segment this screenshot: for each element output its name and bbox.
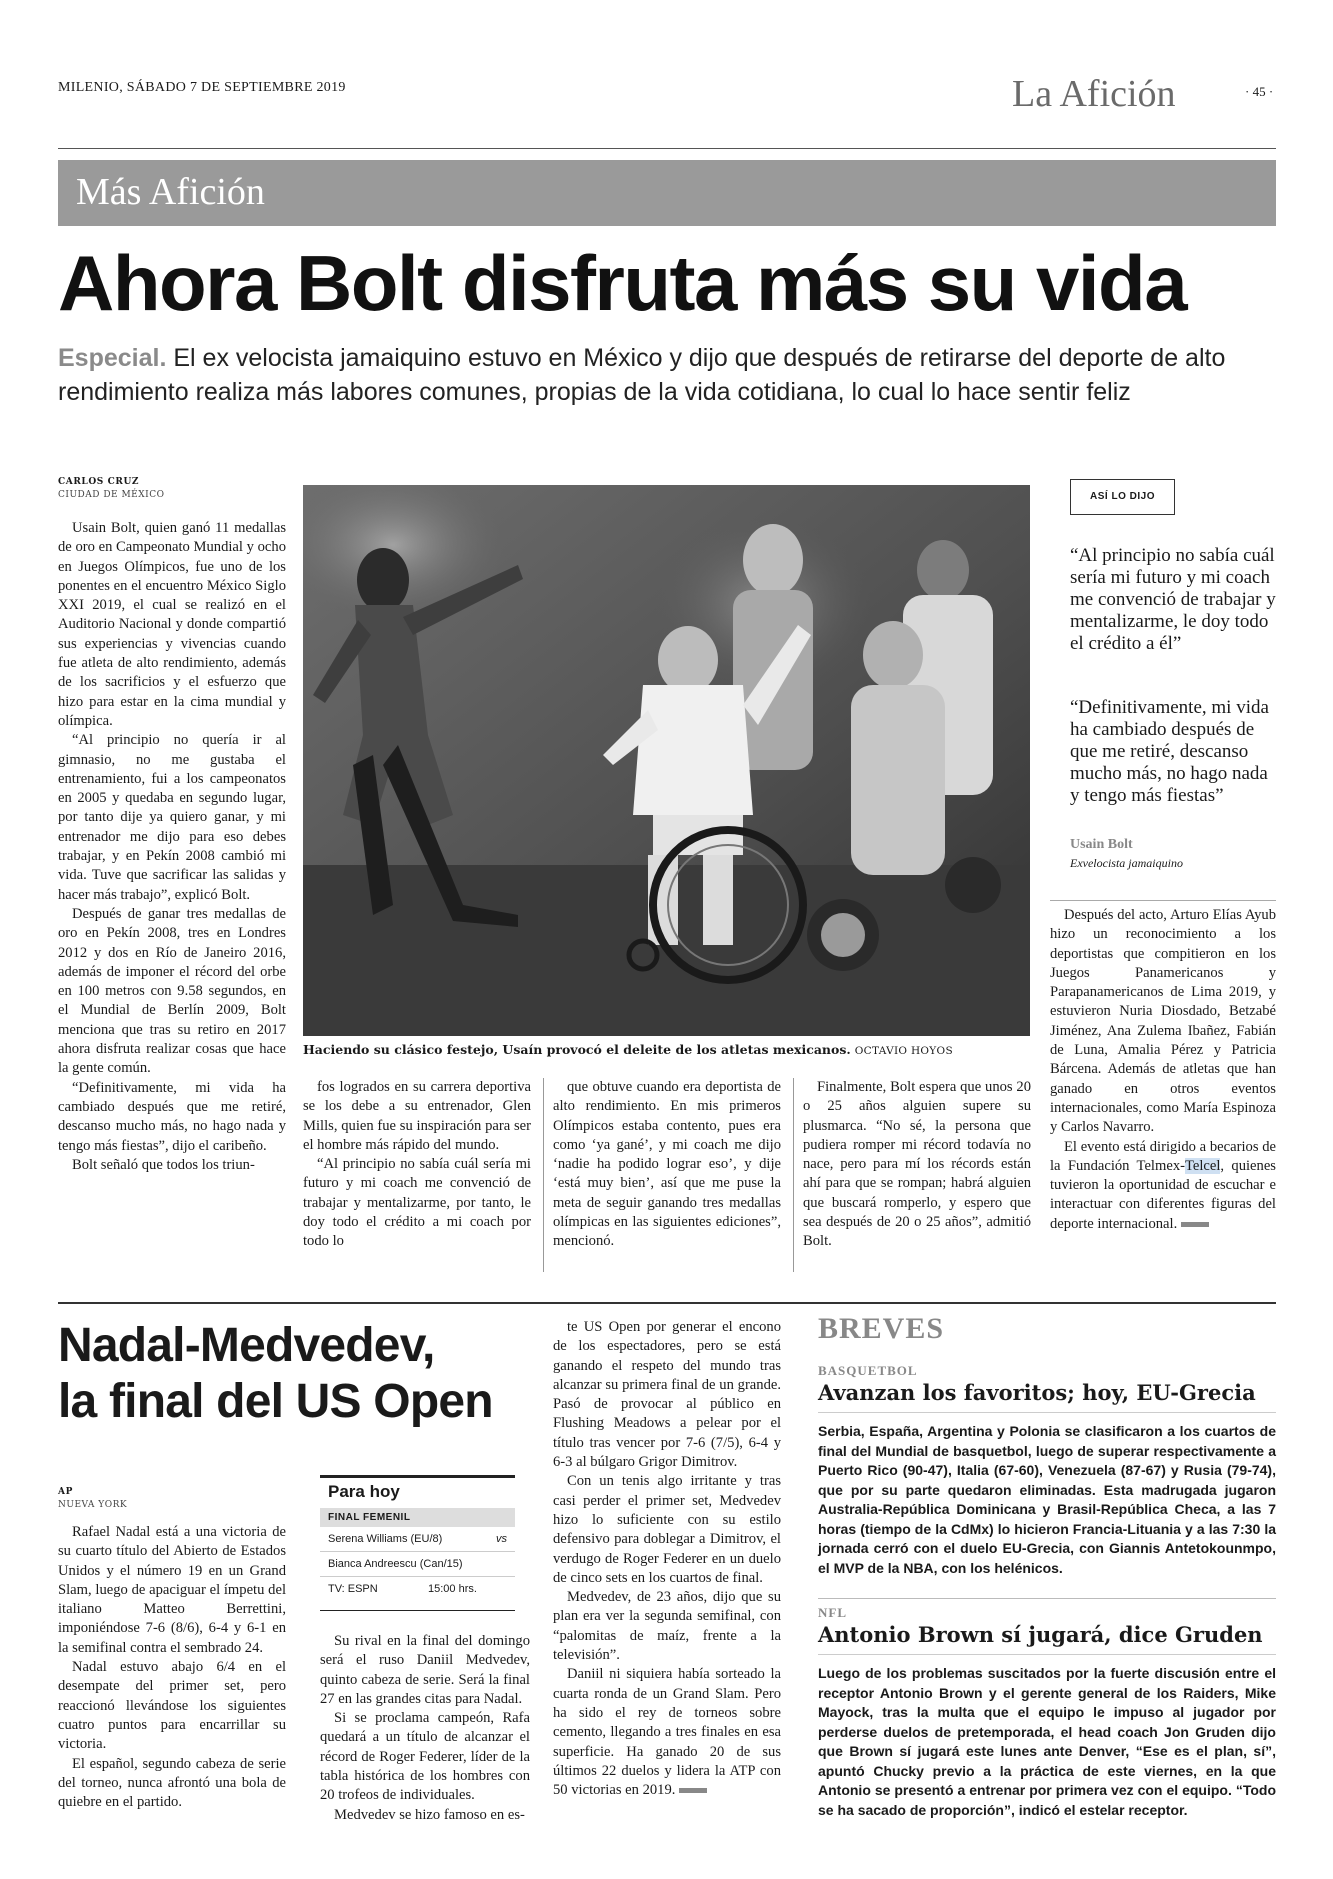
paragraph <box>553 1665 781 1800</box>
highlighted-text[interactable]: Telcel <box>1184 1157 1221 1174</box>
headline-line: la final del US Open <box>58 1375 493 1428</box>
paragraph: El español, segundo cabeza de serie del torneo, nunca afrontó una bola de quiebre en el partido. <box>58 1755 286 1811</box>
section-band: Más Afición <box>58 160 1276 226</box>
pull-quote-1: “Al principio no sabía cuál sería mi futuro y mi coach me convenció de trabajar y mentalizarme, le doy todo el crédito a él” <box>1070 545 1276 654</box>
caption-text: Haciendo su clásico festejo, Usaín provocó el deleite de los atletas mexicanos. <box>303 1042 851 1057</box>
deck <box>58 341 1276 409</box>
column-divider <box>543 1078 544 1272</box>
paragraph: Usain Bolt, quien ganó 11 medallas de oro en Campeonato Mundial y ocho en Juegos Olímpicos, fue uno de los ponentes en el encuentro México Siglo XXI 2019, el cual se realizó en el Auditorio Nacional y donde compartió sus experiencias y vivencias cuando fue atleta de alto rendimiento, además de los sacrificios y el esfuerzo que hizo para estar en la cima mundial y olímpica. <box>58 520 286 729</box>
paragraph: Después del acto, Arturo Elías Ayub hizo un reconocimiento a los deportistas que compitieron en los Juegos Panamericanos y Parapanamericanos de Lima 2019, y estuvieron Nuria Diosdado, Betzabé Jiménez, Ana Zulema Ibañez, Fabián de Luna, Amalia Pérez y Patricia Bárcena. Además de atletas que han ganado en otros eventos internacionales, como María Espinoza y Carlos Navarro. <box>1050 907 1276 1136</box>
schedule-title: Para hoy <box>328 1482 400 1501</box>
paragraph: Nadal estuvo abajo 6/4 en el desempate del primer set, pero reaccionó llevándose los siguientes cuatro puntos para encarrillar su victoria. <box>58 1659 286 1753</box>
match-row <box>320 1527 515 1552</box>
paragraph: que obtuve cuando era deportista de alto rendimiento. En mis primeros Olímpicos estaba contento, pues era como ‘ya gané’, y mi coach me dijo ‘nadie ha podido lograr eso’, y dije ‘está muy bien’, así que me puse la meta de seguir ganando tres medallas olímpicas en las siguientes ediciones”, mencionó. <box>553 1079 781 1250</box>
broadcast-row <box>320 1577 515 1601</box>
paragraph: Medvedev, de 23 años, dijo que su plan era ver la segunda semifinal, con “palomitas de maíz, frente a la televisión”. <box>553 1589 781 1664</box>
breve-rule <box>818 1598 1276 1599</box>
versus: vs <box>496 1533 507 1545</box>
end-mark <box>1181 1222 1209 1227</box>
lead-column-3 <box>553 1078 781 1252</box>
deck-tag: Especial. <box>58 344 167 372</box>
paragraph: Bolt señaló que todos los triun- <box>72 1156 255 1173</box>
breve-headline-1: Avanzan los favoritos; hoy, EU-Grecia <box>818 1380 1256 1405</box>
column-divider <box>793 1078 794 1272</box>
paragraph: fos logrados en su carrera deportiva se los debe a su entrenador, Glen Mills, quien fue su inspiración para ser el hombre más rápido del mundo. <box>303 1079 531 1153</box>
tennis-headline <box>58 1318 528 1430</box>
byline-place: NUEVA YORK <box>58 1500 128 1510</box>
quote-author-role: Exvelocista jamaiquino <box>1070 856 1183 870</box>
paragraph: Con un tenis algo irritante y tras casi perder el primer set, Medvedev hizo lo suficiente con su estilo defensivo para doblegar a Dimitrov, el verdugo de Roger Federer en un duelo de cinco sets en los cuartos de final. <box>553 1473 781 1586</box>
photo-caption <box>303 1042 1030 1057</box>
tennis-column-2 <box>320 1632 530 1825</box>
paragraph-part: , quienes tuvieron la oportunidad de escuchar e interactuar con diferentes figuras del deporte internacional. <box>1050 1157 1276 1232</box>
sidebar-rule <box>1050 900 1276 901</box>
paragraph-text: Daniil ni siquiera había sorteado la cuarta ronda de un Grand Slam. Pero ha sido el rey de torneos sobre cemento, llegando a tres finales en esa superficie. Ha ganado 20 de sus últimos 22 duelos y lidera la ATP con 50 victorias en 2019. <box>553 1666 781 1799</box>
breve-kicker-2: NFL <box>818 1605 847 1620</box>
breve-body-1: Serbia, España, Argentina y Polonia se clasificaron a los cuartos de final del Mundial de basquetbol, luego de superar respectivamente a Puerto Rico (90-47), Italia (67-60), Venezuela (87-67) y Rusia (79-74), que por su parte quedaron eliminadas. Esta madrugada jugaron Australia-República Dominicana y Brasil-República Checa, a las 7 horas (tiempo de la CdMx) lo hicieron Francia-Lituania y a las 7:30 la jornada cerró con el duelo EU-Grecia, con Giannis Antetokounmpo, el MVP de la NBA, con los helénicos. <box>818 1423 1276 1576</box>
section-brand: La Afición <box>1012 73 1176 115</box>
paragraph: Si se proclama campeón, Rafa quedará a un título de alcanzar el récord de Roger Federer, líder de la tabla histórica de los hombres con 20 trofeos de individuales. <box>320 1710 530 1804</box>
quote-author: Usain Bolt <box>1070 837 1133 852</box>
pull-quote-2: “Definitivamente, mi vida ha cambiado después de que me retiré, descanso mucho más, no hago nada y tengo más fiestas” <box>1070 697 1269 806</box>
player-1: Serena Williams (EU/8) <box>328 1533 443 1545</box>
byline-name: CARLOS CRUZ <box>58 477 140 487</box>
paragraph: Finalmente, Bolt espera que unos 20 o 25 años alguien supere su plusmarca. “No sé, la persona que pudiera romper mi récord todavía no nace, pero para mí los récords están ahí para que se rompan; habrá alguien que buscará romperlo, y espero que sea después de 20 o 25 años”, admitió Bolt. <box>803 1079 1031 1250</box>
headline: Ahora Bolt disfruta más su vida <box>58 239 1187 327</box>
headline-line: Nadal-Medvedev, <box>58 1319 435 1372</box>
tennis-column-1 <box>58 1523 286 1812</box>
paragraph: te US Open por generar el encono de los espectadores, pero se está ganando el respeto del mundo tras alcanzar su primera final de un grande. Pasó de provocar al público en Flushing Meadows a pelear por el título tras vencer por 7-6 (7/5), 6-4 y 6-3 al búlgaro Grigor Dimitrov. <box>553 1319 781 1471</box>
folio-rule <box>58 148 1276 149</box>
lead-column-1 <box>58 519 286 1175</box>
paragraph: Medvedev se hizo famoso en es- <box>334 1806 525 1823</box>
byline-place: CIUDAD DE MÉXICO <box>58 490 165 500</box>
tennis-column-3 <box>553 1318 781 1800</box>
breve-headline-2: Antonio Brown sí jugará, dice Gruden <box>818 1622 1263 1647</box>
paragraph <box>1050 1138 1276 1234</box>
photo-bolt-festejo <box>303 485 1030 1036</box>
end-mark <box>679 1788 707 1793</box>
breve-body-2: Luego de los problemas suscitados por la fuerte discusión entre el receptor Antonio Brown y el gerente general de los Raiders, Mike Mayock, tras la multa que el equipo le impuso al jugador por perderse duelos de pretemporada, el head coach Jon Gruden dijo que Brown sí jugará este lunes ante Denver, “Ese es el plan, sí”, apuntó Chucky previo a la práctica de este viernes, en la que Antonio se presentó a entrenar por primera vez con el equipo. “Todo se ha sacado de proporción”, indicó el estelar receptor. <box>818 1665 1276 1818</box>
date-line: MILENIO, SÁBADO 7 DE SEPTIEMBRE 2019 <box>58 80 346 95</box>
breve-rule <box>818 1654 1276 1655</box>
paragraph: “Al principio no quería ir al gimnasio, no me gustaba el entrenamiento, fui a los campeonatos en 2005 y quedaba en segundo lugar, por tanto dije ya quiero ganar, y mi entrenador me dijo para eso debes trabajar, y en Pekín 2008 cambió mi vida. Tuve que sacrificar las salidas y hacer más trabajo”, explicó Bolt. <box>58 732 286 903</box>
paragraph: Su rival en la final del domingo será el ruso Daniil Medvedev, quinto cabeza de serie. Será la final 27 en las grandes citas para Nadal. <box>320 1633 530 1707</box>
schedule-subtitle: FINAL FEMENIL <box>320 1508 515 1527</box>
match-time: 15:00 hrs. <box>428 1583 477 1595</box>
breves-title: BREVES <box>818 1312 945 1345</box>
paragraph: “Definitivamente, mi vida ha cambiado después que me retiré, descanso mucho más, no hago nada y tengo más fiestas”, dijo el caribeño. <box>58 1079 286 1154</box>
byline-name: AP <box>58 1487 73 1497</box>
section-divider <box>58 1302 1276 1304</box>
paragraph: Después de ganar tres medallas de oro en Pekín 2008, tres en Londres 2012 y dos en Río de Janeiro 2016, además de imponer el récord del orbe en 100 metros con 9.58 segundos, en el Mundial de Berlín 2009, Bolt menciona que tras su retiro en 2017 ahora disfruta realizar cosas que hace la gente común. <box>58 905 286 1077</box>
paragraph-part: El evento está dirigido a becarios de la Fundación Telmex- <box>1050 1138 1276 1174</box>
paragraph: Rafael Nadal está a una victoria de su cuarto título del Abierto de Estados Unidos y el número 19 en un Grand Slam, luego de apaciguar el ímpetu del italiano Matteo Berrettini, imponiéndose 7-6 (8/6), 6-4 y 6-1 en la semifinal contra el sembrado 24. <box>58 1524 286 1656</box>
tv-channel: TV: ESPN <box>328 1583 378 1595</box>
player-2: Bianca Andreescu (Can/15) <box>320 1552 515 1577</box>
paragraph: “Al principio no sabía cuál sería mi futuro y mi coach me convenció de trabajar y mentalizarme, por tanto, le doy todo el crédito a mi coach por todo lo <box>303 1156 531 1250</box>
deck-text: El ex velocista jamaiquino estuvo en México y dijo que después de retirarse del deporte de alto rendimiento realiza más labores comunes, propias de la vida cotidiana, lo cual lo hace sentir feliz <box>58 344 1226 406</box>
quotes-label: ASÍ LO DIJO <box>1070 479 1175 515</box>
photo-illustration <box>303 485 1030 1036</box>
photo-credit: OCTAVIO HOYOS <box>854 1045 953 1057</box>
lead-column-5 <box>1050 906 1276 1234</box>
breve-kicker-1: BASQUETBOL <box>818 1363 918 1378</box>
page-number: · 45 · <box>1245 84 1274 99</box>
lead-column-4 <box>803 1078 1031 1252</box>
lead-column-2 <box>303 1078 531 1252</box>
schedule-box <box>320 1475 515 1611</box>
breve-rule <box>818 1412 1276 1413</box>
